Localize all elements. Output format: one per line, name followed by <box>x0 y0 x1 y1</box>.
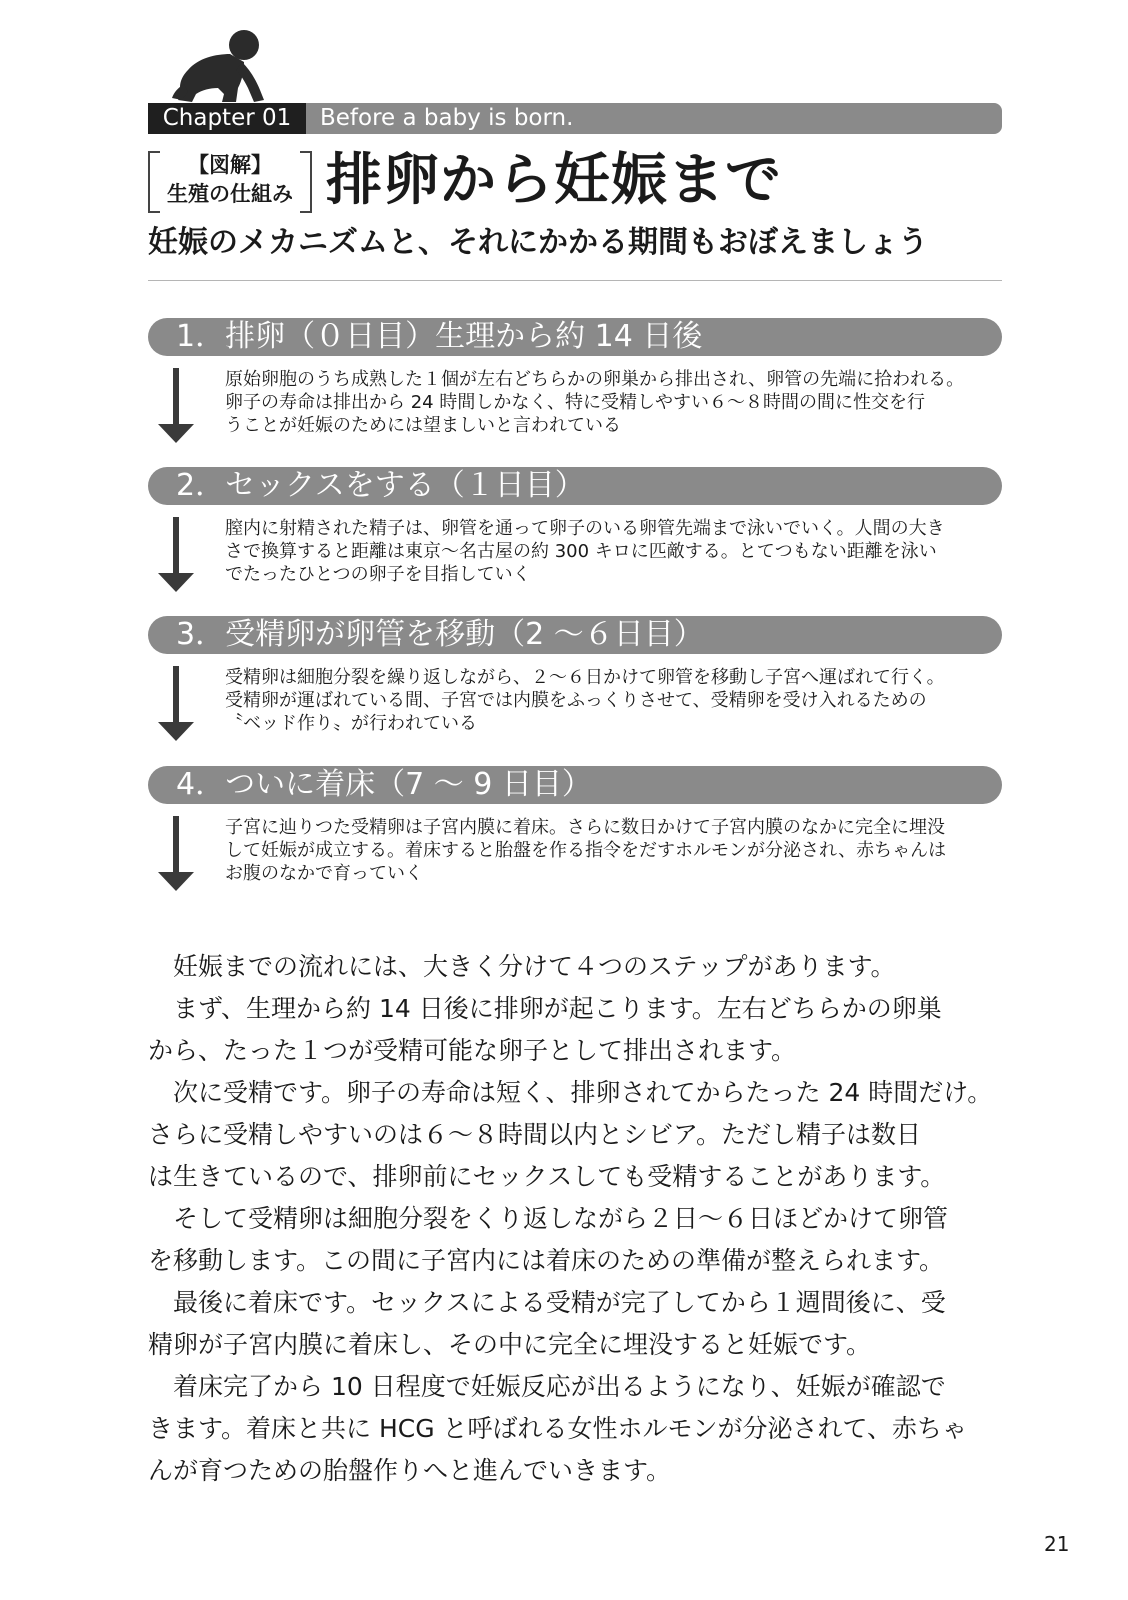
step-text-line: して妊娠が成立する。着床すると胎盤を作る指令をだすホルモンが分泌され、赤ちゃんは <box>225 840 947 861</box>
page-title: 排卵から妊娠まで <box>326 148 782 213</box>
step-3 <box>148 616 1002 734</box>
chapter-bar <box>148 103 1002 134</box>
step-description <box>225 517 1005 586</box>
step-description <box>225 666 1005 735</box>
body-line: さらに受精しやすいのは６～８時間以内とシビア。ただし精子は数日 <box>148 1120 922 1149</box>
down-arrow-icon <box>156 666 196 741</box>
step-text-line: さで換算すると距離は東京～名古屋の約 300 キロに匹敵する。とてつもない距離を泳い <box>225 541 937 562</box>
down-arrow-icon <box>156 517 196 592</box>
chapter-subtitle: Before a baby is born. <box>320 105 574 131</box>
body-line: 精卵が子宮内膜に着床し、その中に完全に埋没すると妊娠です。 <box>148 1330 872 1359</box>
body-line: 着床完了から 10 日程度で妊娠反応が出るようになり、妊娠が確認で <box>148 1372 946 1401</box>
step-text-line: 卵子の寿命は排出から 24 時間しかなく、特に受精しやすい６～８時間の間に性交を行 <box>225 392 925 413</box>
page-number: 21 <box>1044 1532 1070 1556</box>
step-4 <box>148 766 1002 884</box>
body-line: から、たった１つが受精可能な卵子として排出されます。 <box>148 1036 797 1065</box>
step-2 <box>148 467 1002 585</box>
step-text-line: 膣内に射精された精子は、卵管を通って卵子のいる卵管先端まで泳いでいく。人間の大き <box>225 518 945 539</box>
step-text-line: 〝ベッド作り〟が行われている <box>225 713 477 734</box>
body-paragraphs <box>148 946 1018 1492</box>
body-line: きます。着床と共に HCG と呼ばれる女性ホルモンが分泌されて、赤ちゃ <box>148 1414 968 1443</box>
chapter-label: Chapter 01 <box>148 103 306 134</box>
step-text-line: 受精卵は細胞分裂を繰り返しながら、２～６日かけて卵管を移動し子宮へ運ばれて行く。 <box>225 667 945 688</box>
page-subtitle: 妊娠のメカニズムと、それにかかる期間もおぼえましょう <box>148 225 928 260</box>
step-description <box>225 368 1005 437</box>
step-description <box>225 816 1005 885</box>
step-text-line: 原始卵胞のうち成熟した１個が左右どちらかの卵巣から排出され、卵管の先端に拾われる。 <box>225 369 965 390</box>
crawling-baby-icon <box>172 28 272 104</box>
step-text-line: お腹のなかで育っていく <box>225 863 423 884</box>
body-line: 次に受精です。卵子の寿命は短く、排卵されてからたった 24 時間だけ。 <box>148 1078 993 1107</box>
tag-line-2: 生殖の仕組み <box>167 182 293 206</box>
step-heading: 2．セックスをする（１日目） <box>148 467 1002 505</box>
down-arrow-icon <box>156 368 196 443</box>
body-line: 妊娠までの流れには、大きく分けて４つのステップがあります。 <box>148 952 896 981</box>
body-line: そして受精卵は細胞分裂をくり返しながら２日～６日ほどかけて卵管 <box>148 1204 949 1233</box>
down-arrow-icon <box>156 816 196 891</box>
step-1 <box>148 318 1002 436</box>
tag-line-1: 【図解】 <box>188 153 272 177</box>
body-line: まず、生理から約 14 日後に排卵が起こります。左右どちらかの卵巣 <box>148 994 942 1023</box>
step-heading: 3．受精卵が卵管を移動（2 ～６日目） <box>148 616 1002 654</box>
step-text-line: でたったひとつの卵子を目指していく <box>225 564 531 585</box>
body-line: を移動します。この間に子宮内には着床のための準備が整えられます。 <box>148 1246 945 1275</box>
step-text-line: うことが妊娠のためには望ましいと言われている <box>225 415 621 436</box>
step-heading: 1．排卵（０日目）生理から約 14 日後 <box>148 318 1002 356</box>
body-line: 最後に着床です。セックスによる受精が完了してから１週間後に、受 <box>148 1288 946 1317</box>
divider <box>148 280 1002 281</box>
step-text-line: 子宮に辿りつた受精卵は子宮内膜に着床。さらに数日かけて子宮内膜のなかに完全に埋没 <box>225 817 945 838</box>
step-heading: 4．ついに着床（7 ～ 9 日目） <box>148 766 1002 804</box>
body-line: は生きているので、排卵前にセックスしても受精することがあります。 <box>148 1162 946 1191</box>
body-line: んが育つための胎盤作りへと進んでいきます。 <box>148 1456 672 1485</box>
step-text-line: 受精卵が運ばれている間、子宮では内膜をふっくりさせて、受精卵を受け入れるための <box>225 690 927 711</box>
section-tag <box>148 151 312 213</box>
